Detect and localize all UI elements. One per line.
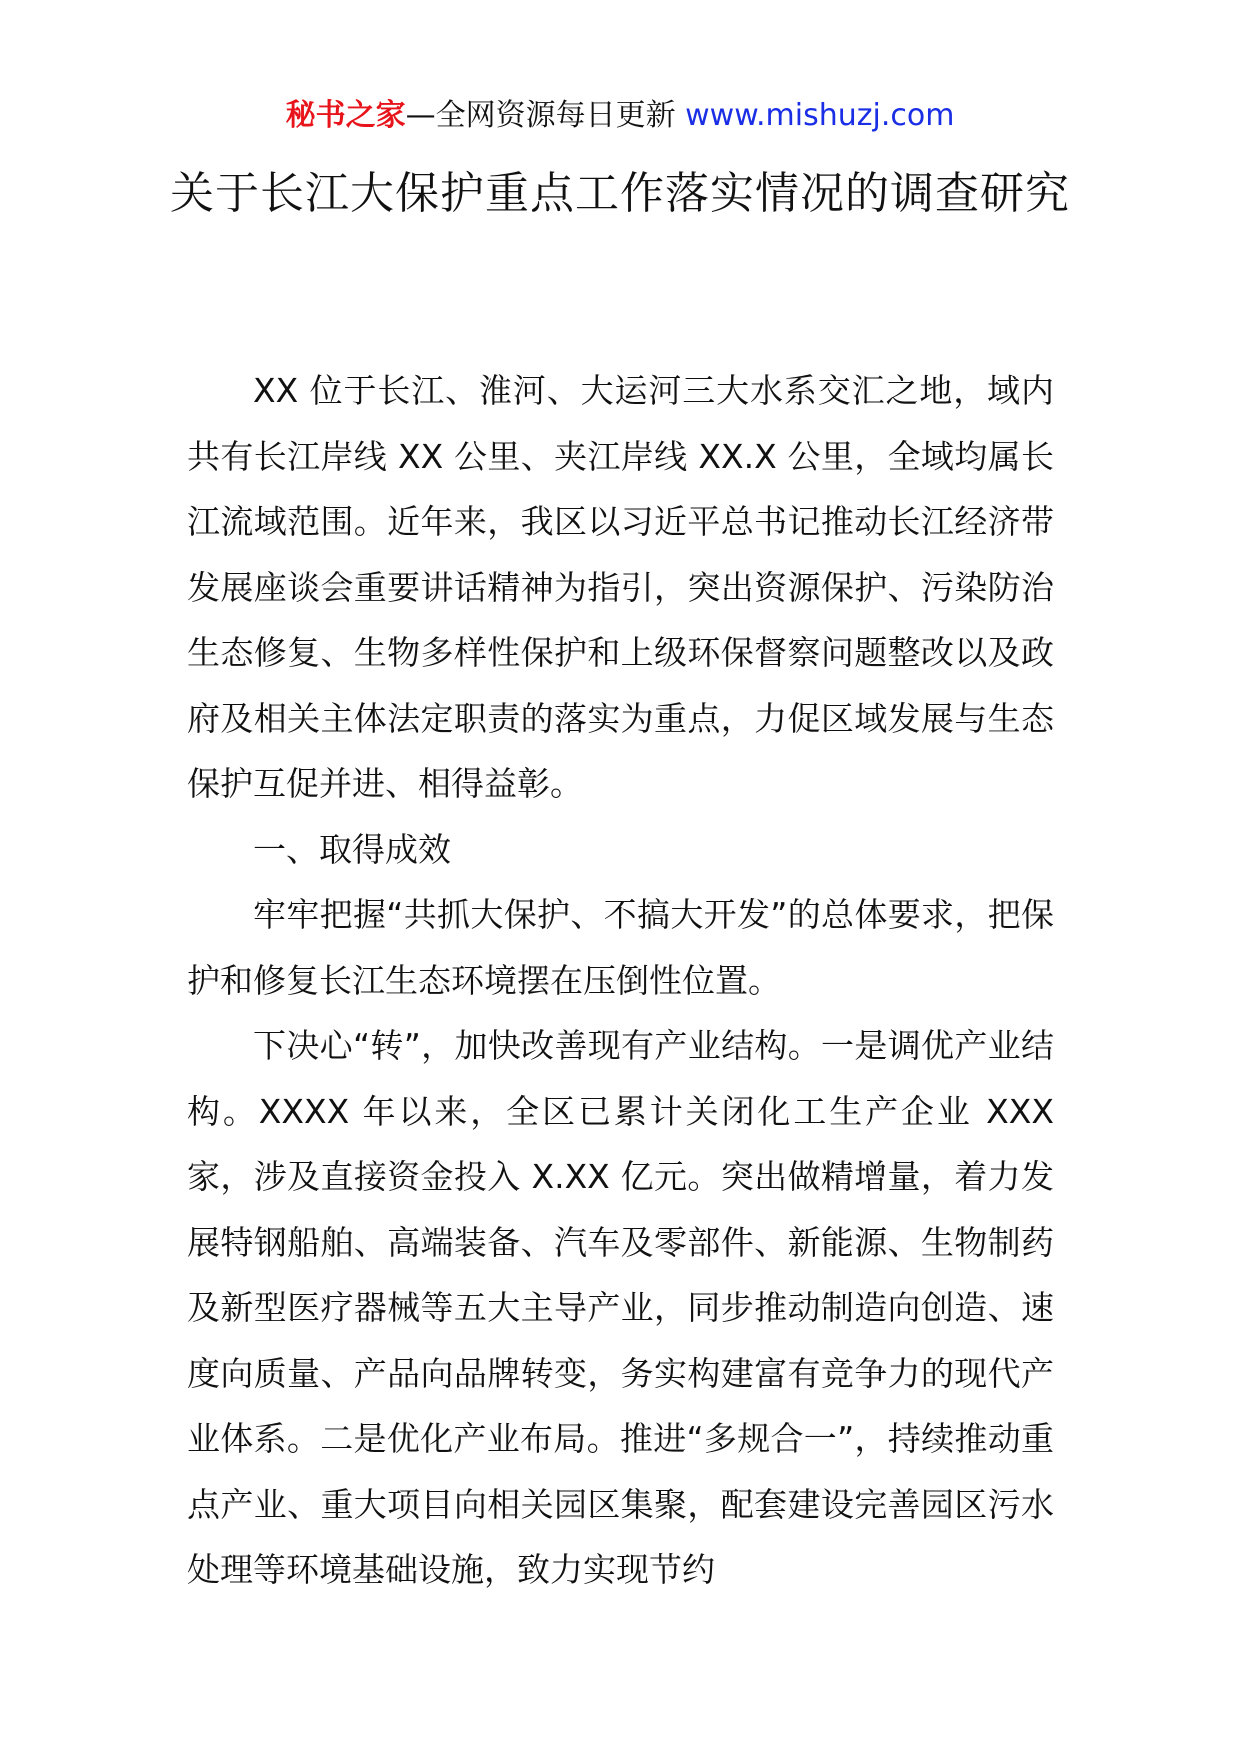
site-header: [0, 96, 1240, 136]
body-paragraph: 牢牢把握“共抓大保护、不搞大开发”的总体要求，把保护和修复长江生态环境摆在压倒性位置。: [187, 895, 1054, 1000]
site-tagline: —全网资源每日更新: [405, 98, 676, 133]
site-url-link[interactable]: www.mishuzj.com: [685, 98, 955, 133]
intro-paragraph: XX 位于长江、淮河、大运河三大水系交汇之地，域内共有长江岸线 XX 公里、夹江岸线 XX.X 公里，全域均属长江流域范围。近年来，我区以习近平总书记推动长江经济带发展座谈会重要讲话精神为指引，突出资源保护、污染防治生态修复、生物多样性保护和上级环保督察问题整改以及政府及相关主体法定职责的落实为重点，力促区域发展与生态保护互促并进、相得益彰。: [187, 371, 1054, 803]
section-heading: 一、取得成效: [253, 829, 451, 869]
site-brand: 秘书之家: [285, 98, 406, 133]
document-body: [187, 358, 1054, 1603]
body-paragraph: 下决心“转”，加快改善现有产业结构。一是调优产业结构。XXXX 年以来，全区已累计关闭化工生产企业 XXX 家，涉及直接资金投入 X.XX 亿元。突出做精增量，着力发展特钢船舶、高端装备、汽车及零部件、新能源、生物制药及新型医疗器械等五大主导产业，同步推动制造向创造、速度向质量、产品向品牌转变，务实构建富有竞争力的现代产业体系。二是优化产业布局。推进“多规合一”，持续推动重点产业、重大项目向相关园区集聚，配套建设完善园区污水处理等环境基础设施，致力实现节约: [187, 1026, 1054, 1589]
document-title: 关于长江大保护重点工作落实情况的调查研究: [170, 168, 1070, 219]
